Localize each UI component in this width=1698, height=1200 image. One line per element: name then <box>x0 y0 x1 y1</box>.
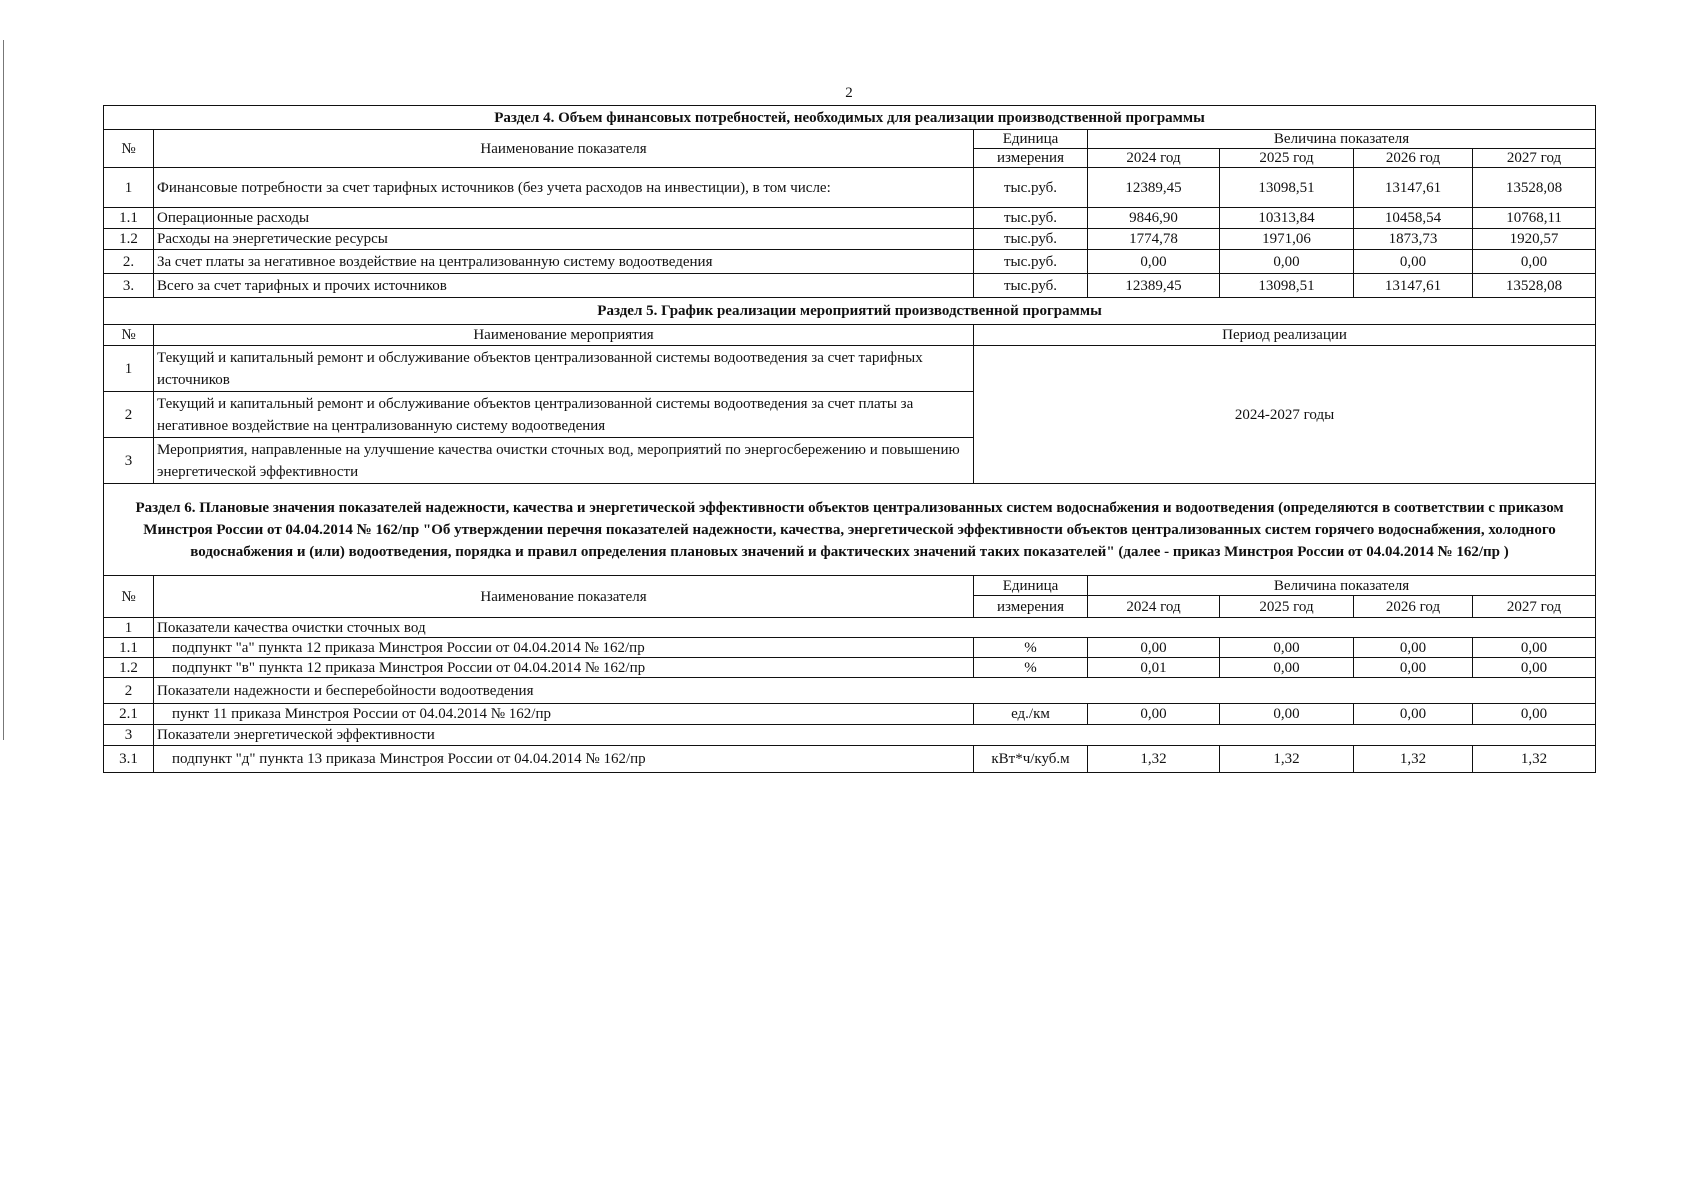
row-value: 13098,51 <box>1220 274 1354 298</box>
col-indicator-header: Наименование показателя <box>154 576 974 618</box>
row-value: 0,01 <box>1088 658 1220 678</box>
row-unit: % <box>974 658 1088 678</box>
row-value: 1971,06 <box>1220 229 1354 250</box>
year-header: 2025 год <box>1220 596 1354 618</box>
section5-title: Раздел 5. График реализации мероприятий производственной программы <box>104 298 1596 325</box>
year-header: 2024 год <box>1088 149 1220 168</box>
col-value-header: Величина показателя <box>1088 130 1596 149</box>
row-num: 2.1 <box>104 704 154 725</box>
row-value: 13098,51 <box>1220 168 1354 208</box>
row-num: 2. <box>104 250 154 274</box>
col-event-header: Наименование мероприятия <box>154 325 974 346</box>
group-name: Показатели надежности и бесперебойности водоотведения <box>154 678 1596 704</box>
row-unit: ед./км <box>974 704 1088 725</box>
row-name: Расходы на энергетические ресурсы <box>154 229 974 250</box>
row-value: 13147,61 <box>1354 274 1473 298</box>
row-unit: тыс.руб. <box>974 168 1088 208</box>
period-value: 2024-2027 годы <box>974 346 1596 484</box>
row-value: 1,32 <box>1220 746 1354 773</box>
row-unit: тыс.руб. <box>974 208 1088 229</box>
row-value: 10313,84 <box>1220 208 1354 229</box>
row-value: 9846,90 <box>1088 208 1220 229</box>
row-value: 1,32 <box>1473 746 1596 773</box>
row-value: 0,00 <box>1473 658 1596 678</box>
row-num: 1 <box>104 168 154 208</box>
col-num-header: № <box>104 576 154 618</box>
group-name: Показатели качества очистки сточных вод <box>154 618 1596 638</box>
row-value: 13528,08 <box>1473 274 1596 298</box>
row-name: подпункт "в" пункта 12 приказа Минстроя России от 04.04.2014 № 162/пр <box>154 658 974 678</box>
row-unit: тыс.руб. <box>974 250 1088 274</box>
row-num: 2 <box>104 392 154 438</box>
row-value: 0,00 <box>1354 704 1473 725</box>
row-num: 1.1 <box>104 208 154 229</box>
row-num: 1.1 <box>104 638 154 658</box>
event-name: Текущий и капитальный ремонт и обслуживание объектов централизованной системы водоотведения за счет тарифных источников <box>154 346 974 392</box>
row-value: 0,00 <box>1088 704 1220 725</box>
col-period-header: Период реализации <box>974 325 1596 346</box>
row-value: 0,00 <box>1088 250 1220 274</box>
row-num: 3. <box>104 274 154 298</box>
group-num: 1 <box>104 618 154 638</box>
row-value: 0,00 <box>1354 250 1473 274</box>
row-num: 1 <box>104 346 154 392</box>
production-program-table <box>103 105 1596 773</box>
left-margin-line <box>3 40 4 740</box>
row-value: 0,00 <box>1473 638 1596 658</box>
row-value: 12389,45 <box>1088 168 1220 208</box>
row-value: 0,00 <box>1220 658 1354 678</box>
col-value-header: Величина показателя <box>1088 576 1596 596</box>
row-value: 0,00 <box>1354 638 1473 658</box>
row-name: подпункт "д" пункта 13 приказа Минстроя России от 04.04.2014 № 162/пр <box>154 746 974 773</box>
col-unit-header-1: Единица <box>974 576 1088 596</box>
year-header: 2025 год <box>1220 149 1354 168</box>
year-header: 2027 год <box>1473 149 1596 168</box>
row-value: 1,32 <box>1354 746 1473 773</box>
row-value: 12389,45 <box>1088 274 1220 298</box>
row-value: 1920,57 <box>1473 229 1596 250</box>
row-value: 1873,73 <box>1354 229 1473 250</box>
main-table-wrap <box>103 105 1595 773</box>
row-num: 1.2 <box>104 229 154 250</box>
year-header: 2026 год <box>1354 149 1473 168</box>
row-name: За счет платы за негативное воздействие на централизованную систему водоотведения <box>154 250 974 274</box>
row-name: Всего за счет тарифных и прочих источников <box>154 274 974 298</box>
page-number: 2 <box>845 85 853 101</box>
col-indicator-header: Наименование показателя <box>154 130 974 168</box>
row-unit: тыс.руб. <box>974 229 1088 250</box>
row-num: 3 <box>104 438 154 484</box>
row-value: 0,00 <box>1473 250 1596 274</box>
year-header: 2024 год <box>1088 596 1220 618</box>
event-name: Текущий и капитальный ремонт и обслуживание объектов централизованной системы водоотведения за счет платы за негативное воздействие на централизованную систему водоотведения <box>154 392 974 438</box>
section4-title: Раздел 4. Объем финансовых потребностей, необходимых для реализации производственной программы <box>104 106 1596 130</box>
row-name: пункт 11 приказа Минстроя России от 04.04.2014 № 162/пр <box>154 704 974 725</box>
col-num-header: № <box>104 130 154 168</box>
row-value: 0,00 <box>1354 658 1473 678</box>
row-unit: % <box>974 638 1088 658</box>
row-value: 1774,78 <box>1088 229 1220 250</box>
col-num-header: № <box>104 325 154 346</box>
row-value: 10768,11 <box>1473 208 1596 229</box>
row-value: 0,00 <box>1088 638 1220 658</box>
row-name: Операционные расходы <box>154 208 974 229</box>
section6-title: Раздел 6. Плановые значения показателей надежности, качества и энергетической эффективности объектов централизованных систем водоснабжения и водоотведения (определяются в соответствии с приказом Минстроя России от 04.04.2014 № 162/пр "Об утверждении перечня показателей надежности, качества, энергетической эффективности объектов централизованных систем горячего водоснабжения, холодного водоснабжения и (или) водоотведения, порядка и правил определения плановых значений и фактических значений таких показателей" (далее - приказ Минстроя России от 04.04.2014 № 162/пр ) <box>104 484 1596 576</box>
row-value: 13528,08 <box>1473 168 1596 208</box>
row-name: подпункт "а" пункта 12 приказа Минстроя России от 04.04.2014 № 162/пр <box>154 638 974 658</box>
group-num: 2 <box>104 678 154 704</box>
event-name: Мероприятия, направленные на улучшение качества очистки сточных вод, мероприятий по энергосбережению и повышению энергетической эффективности <box>154 438 974 484</box>
col-unit-header-1: Единица <box>974 130 1088 149</box>
row-value: 0,00 <box>1220 704 1354 725</box>
row-value: 0,00 <box>1473 704 1596 725</box>
col-unit-header-2: измерения <box>974 596 1088 618</box>
row-unit: тыс.руб. <box>974 274 1088 298</box>
row-value: 13147,61 <box>1354 168 1473 208</box>
row-num: 3.1 <box>104 746 154 773</box>
group-name: Показатели энергетической эффективности <box>154 725 1596 746</box>
col-unit-header-2: измерения <box>974 149 1088 168</box>
group-num: 3 <box>104 725 154 746</box>
row-value: 0,00 <box>1220 638 1354 658</box>
row-value: 1,32 <box>1088 746 1220 773</box>
year-header: 2027 год <box>1473 596 1596 618</box>
row-num: 1.2 <box>104 658 154 678</box>
row-unit: кВт*ч/куб.м <box>974 746 1088 773</box>
row-value: 0,00 <box>1220 250 1354 274</box>
row-name: Финансовые потребности за счет тарифных источников (без учета расходов на инвестиции), в том числе: <box>154 168 974 208</box>
year-header: 2026 год <box>1354 596 1473 618</box>
row-value: 10458,54 <box>1354 208 1473 229</box>
